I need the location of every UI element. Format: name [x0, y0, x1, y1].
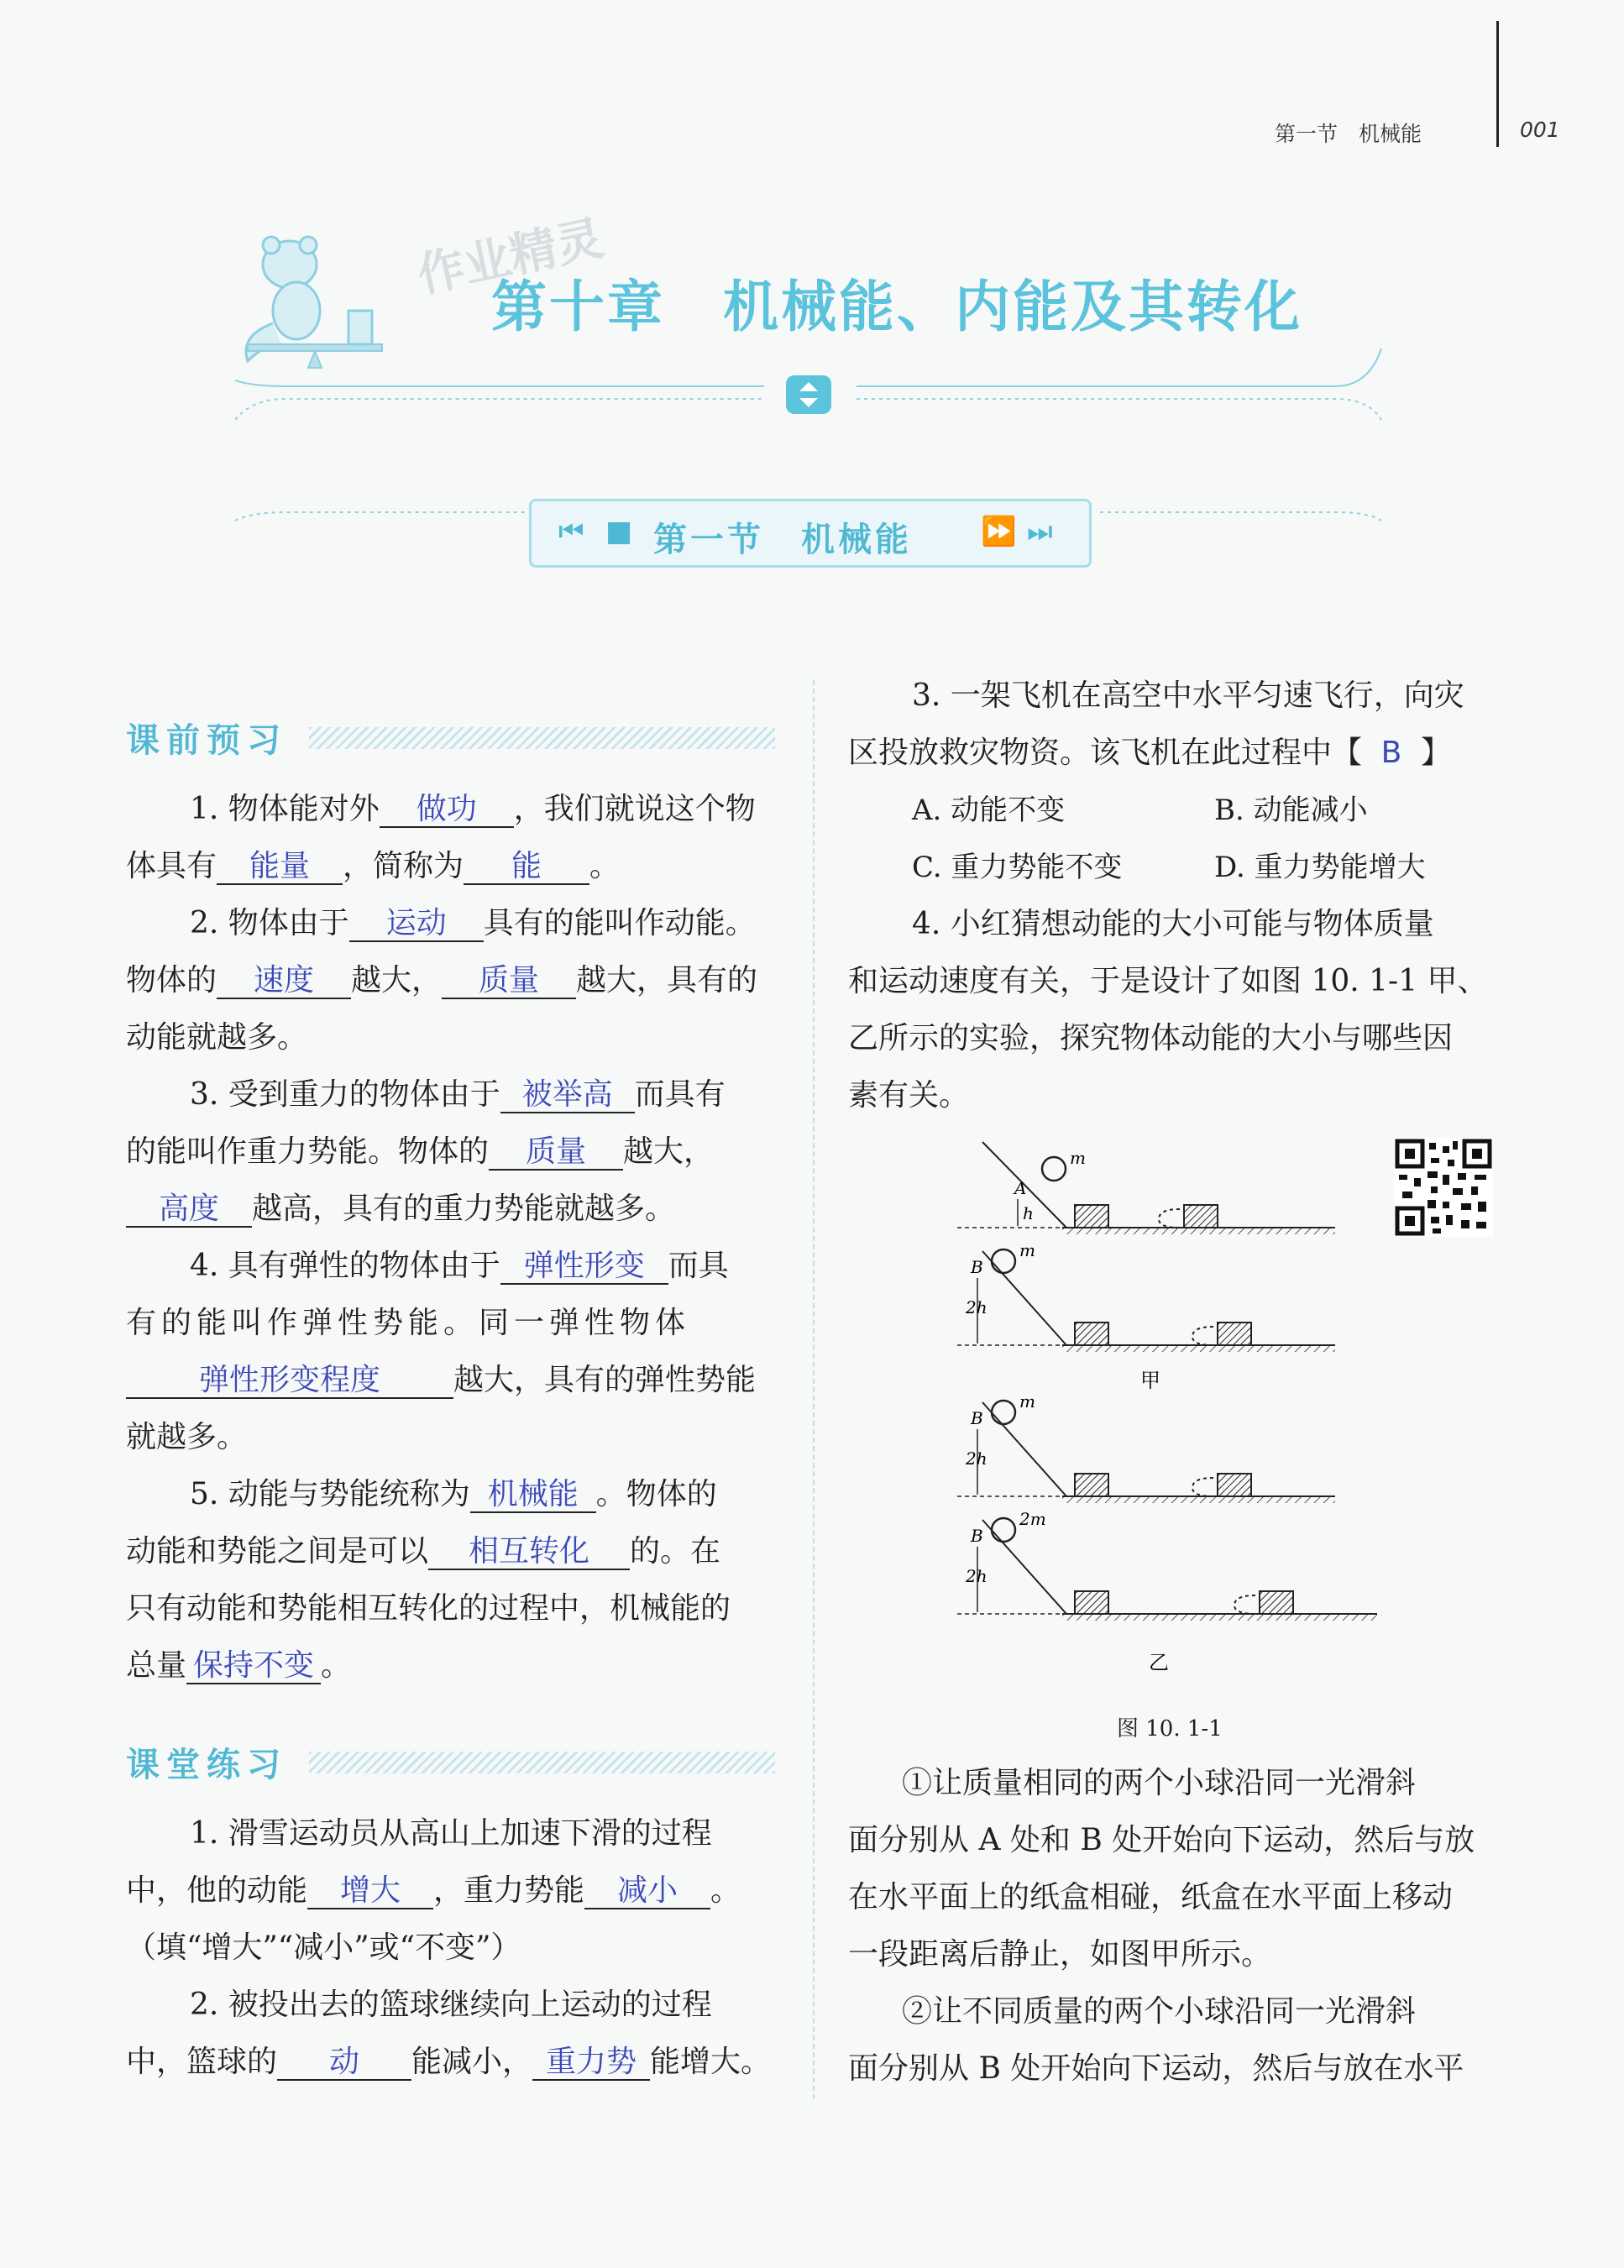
preview-q2-line1: 2. 物体由于 运动 具有的能叫作动能。	[190, 906, 756, 940]
panel-yi-2	[957, 1509, 1377, 1621]
panel-jia-2	[957, 1240, 1335, 1352]
answer-blank: 增大	[307, 1874, 433, 1909]
answer-blank: 运动	[349, 907, 484, 942]
preview-q3-line1: 3. 受到重力的物体由于 被举高 而具有	[190, 1077, 726, 1112]
preview-questions	[126, 781, 781, 1694]
preview-q4-line1: 4. 具有弹性的物体由于 弹性形变 而具	[190, 1249, 729, 1283]
svg-text:A: A	[1014, 1178, 1027, 1198]
q3-options-row1	[848, 782, 1511, 839]
preview-heading: 课前预习	[126, 714, 777, 764]
label-jia: 甲	[1140, 1369, 1160, 1392]
step1-line3: 在水平面上的纸盒相碰，纸盒在水平面上移动	[848, 1880, 1454, 1914]
preview-q4-line4: 就越多。	[126, 1420, 248, 1454]
chapter-title: 第十章 机械能、内能及其转化	[491, 275, 1302, 339]
option-d: D. 重力势能增大	[1214, 851, 1426, 884]
rewind-icon: ⏮	[558, 515, 584, 548]
preview-q3-line3: 高度 越高，具有的重力势能就越多。	[126, 1181, 781, 1238]
preview-q2-line2: 物体的 速度 越大， 质量 越大，具有的	[126, 963, 758, 998]
svg-text:B: B	[971, 1257, 983, 1277]
answer-blank: 机械能	[470, 1478, 596, 1513]
answer-blank: 能	[464, 850, 589, 885]
forward-icon: ⏩	[981, 515, 1017, 548]
panel-yi-1	[957, 1391, 1335, 1503]
answer-blank: 做功	[380, 793, 514, 828]
q3-options-row2	[848, 839, 1511, 896]
answer-blank: 弹性形变程度	[126, 1364, 453, 1399]
q4-line3: 乙所示的实验，探究物体动能的大小与哪些因	[848, 1021, 1454, 1055]
header-divider	[1496, 21, 1499, 147]
right-q3	[848, 668, 1511, 1124]
preview-q1-line1: 1. 物体能对外 做功 ，我们就说这个物	[190, 792, 756, 826]
answer-blank: 质量	[442, 964, 576, 999]
answer-blank: 动	[277, 2045, 411, 2081]
q4-line4: 素有关。	[848, 1078, 970, 1113]
answer-choice: B	[1380, 736, 1402, 770]
section-title: 第一节 机械能	[653, 521, 912, 559]
practice-q1-line1: 1. 滑雪运动员从高山上加速下滑的过程	[190, 1816, 712, 1851]
preview-q3-line2: 的能叫作重力势能。物体的 质量 越大，	[126, 1134, 715, 1169]
square-icon: ■	[605, 515, 633, 548]
preview-q5-line2: 动能和势能之间是可以 相互转化 的。在	[126, 1534, 721, 1569]
practice-q2-line2: 中，篮球的 动 能减小， 重力势 能增大。	[126, 2045, 772, 2079]
answer-blank: 高度	[126, 1192, 252, 1228]
figure-caption: 图 10. 1-1	[1117, 1716, 1223, 1742]
svg-text:2h: 2h	[966, 1448, 987, 1469]
svg-text:2m: 2m	[1019, 1509, 1046, 1529]
practice-heading: 课堂练习	[126, 1738, 777, 1789]
page-header	[1275, 118, 1527, 151]
answer-blank: 减小	[584, 1874, 710, 1909]
svg-text:2h: 2h	[966, 1566, 987, 1586]
answer-blank: 保持不变	[186, 1649, 321, 1684]
step2-line2: 面分别从 B 处开始向下运动，然后与放在水平	[848, 2051, 1464, 2086]
q4-line1: 4. 小红猜想动能的大小可能与物体质量	[912, 907, 1434, 941]
step1-line4: 一段距离后静止，如图甲所示。	[848, 1937, 1272, 1972]
option-a: A. 动能不变	[912, 794, 1066, 827]
preview-q5-line4: 总量 保持不变 。	[126, 1648, 352, 1683]
q4-line2: 和运动速度有关，于是设计了如图 10. 1-1 甲、	[848, 964, 1488, 998]
option-c: C. 重力势能不变	[912, 851, 1123, 884]
header-section: 第一节 机械能	[1275, 122, 1422, 146]
answer-blank: 重力势	[532, 2045, 650, 2081]
svg-text:B: B	[971, 1408, 983, 1428]
q3-line2: 区投放救灾物资。该飞机在此过程中【 B 】	[848, 725, 1511, 782]
page-number: 001	[1520, 118, 1560, 142]
preview-q4-line2: 有的能叫作弹性势能。同一弹性物体	[126, 1306, 691, 1340]
q3-line1: 3. 一架飞机在高空中水平匀速飞行，向灾	[912, 678, 1464, 713]
answer-blank: 质量	[489, 1135, 623, 1171]
svg-text:h: h	[1023, 1203, 1034, 1223]
label-yi: 乙	[1149, 1651, 1169, 1674]
answer-blank: 速度	[217, 964, 351, 999]
right-steps	[848, 1755, 1511, 2098]
preview-q5-line3: 只有动能和势能相互转化的过程中，机械能的	[126, 1591, 731, 1626]
svg-text:m: m	[1019, 1240, 1035, 1260]
preview-q1-line2: 体具有 能量 ，简称为 能 。	[126, 849, 621, 883]
practice-questions	[126, 1805, 789, 2091]
preview-q4-line3: 弹性形变程度 越大，具有的弹性势能	[126, 1352, 781, 1409]
chapter-ornament	[235, 340, 1386, 432]
preview-q5-line1: 5. 动能与势能统称为 机械能 。物体的	[190, 1477, 717, 1511]
answer-blank: 弹性形变	[500, 1249, 668, 1285]
section-banner	[529, 499, 1092, 568]
experiment-figure	[957, 1125, 1394, 1679]
preview-q2-line3: 动能就越多。	[126, 1020, 308, 1055]
step2-line1: ②让不同质量的两个小球沿同一光滑斜	[902, 1994, 1417, 2029]
svg-text:m: m	[1019, 1391, 1035, 1412]
practice-q2-line1: 2. 被投出去的篮球继续向上运动的过程	[190, 1988, 712, 2022]
skip-forward-icon: ⏭	[1027, 515, 1053, 548]
step1-line1: ①让质量相同的两个小球沿同一光滑斜	[902, 1766, 1417, 1800]
option-b: B. 动能减小	[1214, 794, 1368, 827]
answer-blank: 相互转化	[428, 1535, 630, 1570]
step1-line2: 面分别从 A 处和 B 处开始向下运动，然后与放	[848, 1823, 1475, 1857]
answer-blank: 被举高	[500, 1078, 635, 1113]
answer-blank: 能量	[217, 850, 343, 885]
svg-text:m: m	[1070, 1148, 1086, 1168]
qr-code[interactable]	[1394, 1138, 1493, 1237]
watermark: 作业精灵	[412, 211, 609, 304]
column-divider	[813, 680, 815, 2099]
panel-jia-1	[957, 1142, 1335, 1234]
svg-text:2h: 2h	[966, 1297, 987, 1317]
practice-q1-line2: 中，他的动能 增大 ，重力势能 减小 。	[126, 1873, 741, 1908]
svg-text:B: B	[971, 1526, 983, 1546]
practice-q1-line3: （填“增大”“减小”或“不变”）	[126, 1930, 521, 1965]
